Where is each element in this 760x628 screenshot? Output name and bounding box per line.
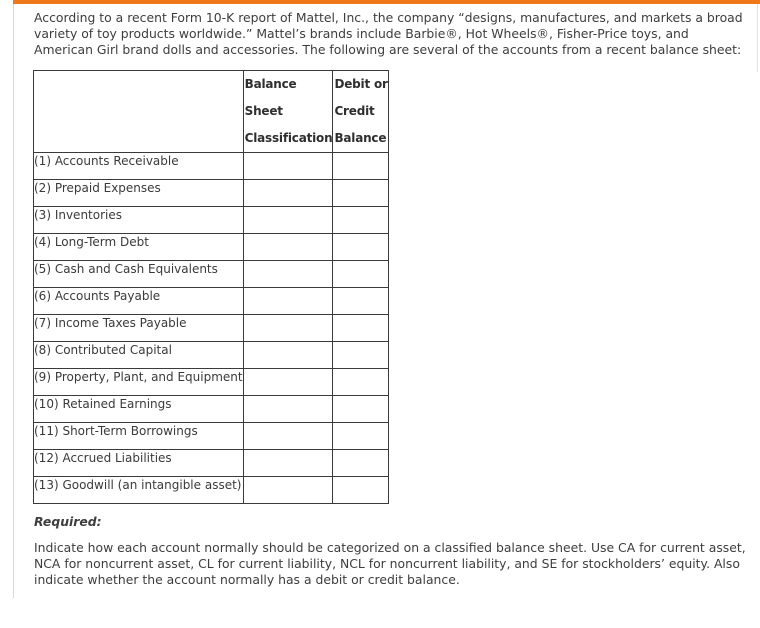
account-name-cell: (4) Long-Term Debt: [34, 234, 244, 261]
debit-credit-cell[interactable]: [333, 342, 388, 369]
debit-credit-cell[interactable]: [333, 423, 388, 450]
account-name-cell: (10) Retained Earnings: [34, 396, 244, 423]
table-row: [34, 450, 389, 477]
left-divider: [13, 4, 14, 598]
classification-cell[interactable]: [243, 423, 333, 450]
header-debit-credit: [333, 71, 388, 153]
debit-credit-cell[interactable]: [333, 180, 388, 207]
debit-credit-cell[interactable]: [333, 450, 388, 477]
instructions-paragraph: Indicate how each account normally should be categorized on a classified balance sheet. Use CA for current asset, NCA for noncurrent asset, CL for current liability, NCL for noncurrent liability, and SE for stockholders’ equity. Also indicate whether the account normally has a debit or credit balance.: [34, 540, 746, 587]
debit-credit-cell[interactable]: [333, 315, 388, 342]
header-debit-credit-line: Balance: [334, 131, 387, 145]
right-divider: [757, 4, 758, 72]
required-label: Required:: [34, 514, 102, 529]
classification-cell[interactable]: [243, 153, 333, 180]
table-row: [34, 396, 389, 423]
debit-credit-cell[interactable]: [333, 234, 388, 261]
header-classification: [243, 71, 333, 153]
table-row: [34, 369, 389, 396]
account-name-cell: (6) Accounts Payable: [34, 288, 244, 315]
debit-credit-cell[interactable]: [333, 288, 388, 315]
classification-cell[interactable]: [243, 261, 333, 288]
classification-cell[interactable]: [243, 369, 333, 396]
account-name-cell: (12) Accrued Liabilities: [34, 450, 244, 477]
account-name-cell: (1) Accounts Receivable: [34, 153, 244, 180]
account-name-cell: (2) Prepaid Expenses: [34, 180, 244, 207]
header-classification-line: Sheet: [244, 104, 283, 118]
account-name-cell: (9) Property, Plant, and Equipment: [34, 369, 244, 396]
header-classification-line: Balance: [244, 77, 297, 91]
debit-credit-cell[interactable]: [333, 396, 388, 423]
account-name-cell: (3) Inventories: [34, 207, 244, 234]
table-row: [34, 180, 389, 207]
classification-cell[interactable]: [243, 396, 333, 423]
table-row: [34, 207, 389, 234]
account-name-cell: (5) Cash and Cash Equivalents: [34, 261, 244, 288]
table-row: [34, 288, 389, 315]
table-header-row: [34, 71, 389, 153]
debit-credit-cell[interactable]: [333, 207, 388, 234]
table-row: [34, 315, 389, 342]
debit-credit-cell[interactable]: [333, 261, 388, 288]
table-body: [34, 153, 389, 504]
classification-cell[interactable]: [243, 180, 333, 207]
classification-cell[interactable]: [243, 342, 333, 369]
classification-cell[interactable]: [243, 477, 333, 504]
table-row: [34, 234, 389, 261]
table-row: [34, 423, 389, 450]
account-name-cell: (13) Goodwill (an intangible asset): [34, 477, 244, 504]
accent-bar: [13, 0, 760, 4]
debit-credit-cell[interactable]: [333, 369, 388, 396]
table-row: [34, 261, 389, 288]
table-row: [34, 342, 389, 369]
debit-credit-cell[interactable]: [333, 153, 388, 180]
account-name-cell: (11) Short-Term Borrowings: [34, 423, 244, 450]
header-blank: [34, 71, 244, 153]
debit-credit-cell[interactable]: [333, 477, 388, 504]
table-row: [34, 477, 389, 504]
header-debit-credit-line: Credit: [334, 104, 375, 118]
classification-cell[interactable]: [243, 450, 333, 477]
classification-cell[interactable]: [243, 207, 333, 234]
account-name-cell: (8) Contributed Capital: [34, 342, 244, 369]
account-name-cell: (7) Income Taxes Payable: [34, 315, 244, 342]
header-classification-line: Classification: [244, 131, 333, 145]
intro-paragraph: According to a recent Form 10-K report of Mattel, Inc., the company “designs, manufactures, and markets a broad variety of toy products worldwide.” Mattel’s brands include Barbie®, Hot Wheels®, Fisher-Price toys, and American Girl brand dolls and accessories. The following are several of the accounts from a recent balance sheet:: [34, 10, 743, 57]
classification-cell[interactable]: [243, 288, 333, 315]
table-row: [34, 153, 389, 180]
balance-sheet-table: [33, 70, 389, 504]
header-debit-credit-line: Debit or: [334, 77, 388, 91]
classification-cell[interactable]: [243, 315, 333, 342]
classification-cell[interactable]: [243, 234, 333, 261]
